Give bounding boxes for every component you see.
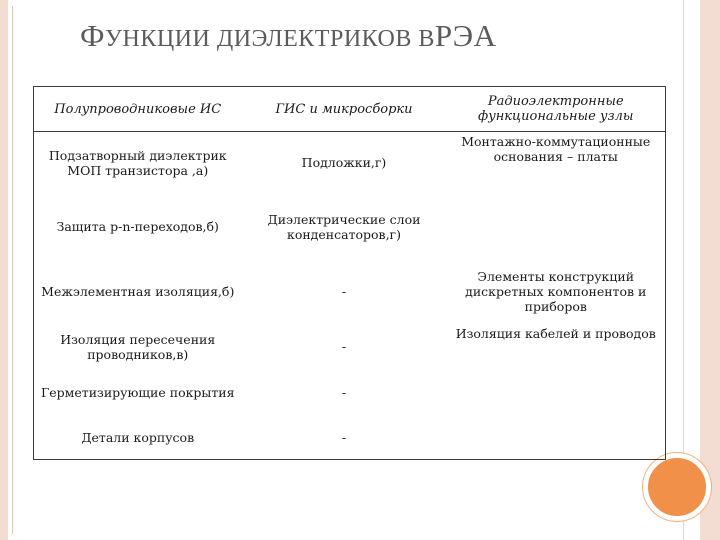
table-row xyxy=(34,416,666,460)
table-cell xyxy=(447,416,666,460)
table-cell: Элементы конструкций дискретных компонентов и приборов xyxy=(465,269,647,314)
table-cell: Монтажно-коммутационные основания – платы xyxy=(461,134,651,164)
table-cell: Изоляция пересечения проводников,в) xyxy=(60,331,216,362)
functions-table xyxy=(33,86,666,460)
table-header-row xyxy=(34,87,666,132)
table-cell: Герметизирующие покрытия xyxy=(40,385,235,400)
header-functional-units: Радиоэлектронные функциональные узлы xyxy=(447,87,666,132)
table-cell: - xyxy=(341,429,347,445)
table-cell xyxy=(447,370,666,416)
table-cell: Подложки,г) xyxy=(301,155,387,171)
table-cell: - xyxy=(341,284,347,299)
table-cell: Изоляция кабелей и проводов xyxy=(455,325,656,341)
title-cap: Ф xyxy=(80,18,105,53)
header-semiconductor-ic: Полупроводниковые ИС xyxy=(34,87,242,132)
table-row xyxy=(34,370,666,416)
slide-title xyxy=(80,18,497,54)
table-cell: - xyxy=(341,339,347,354)
title-rest: УНКЦИИ ДИЭЛЕКТРИКОВ В xyxy=(105,26,435,52)
header-hybrid-ic: ГИС и микросборки xyxy=(242,87,447,132)
table-cell: Межэлементная изоляция,б) xyxy=(41,284,235,299)
table-row xyxy=(34,132,666,194)
table-row xyxy=(34,194,666,260)
table-cell: Диэлектрические слои конденсаторов,г) xyxy=(267,211,421,242)
table-cell: Подзатворный диэлектрик МОП транзистора ,а) xyxy=(48,147,227,178)
table-cell: Детали корпусов xyxy=(81,429,195,445)
frame-left-border xyxy=(0,0,8,540)
table-cell: - xyxy=(341,385,347,400)
table-row xyxy=(34,324,666,370)
table-row xyxy=(34,260,666,324)
title-tail: РЭА xyxy=(434,18,497,53)
frame-right-border xyxy=(700,0,720,540)
table-cell: Защита p-n-переходов,б) xyxy=(56,219,219,234)
decorative-circle xyxy=(643,453,711,521)
table-cell xyxy=(447,194,666,260)
